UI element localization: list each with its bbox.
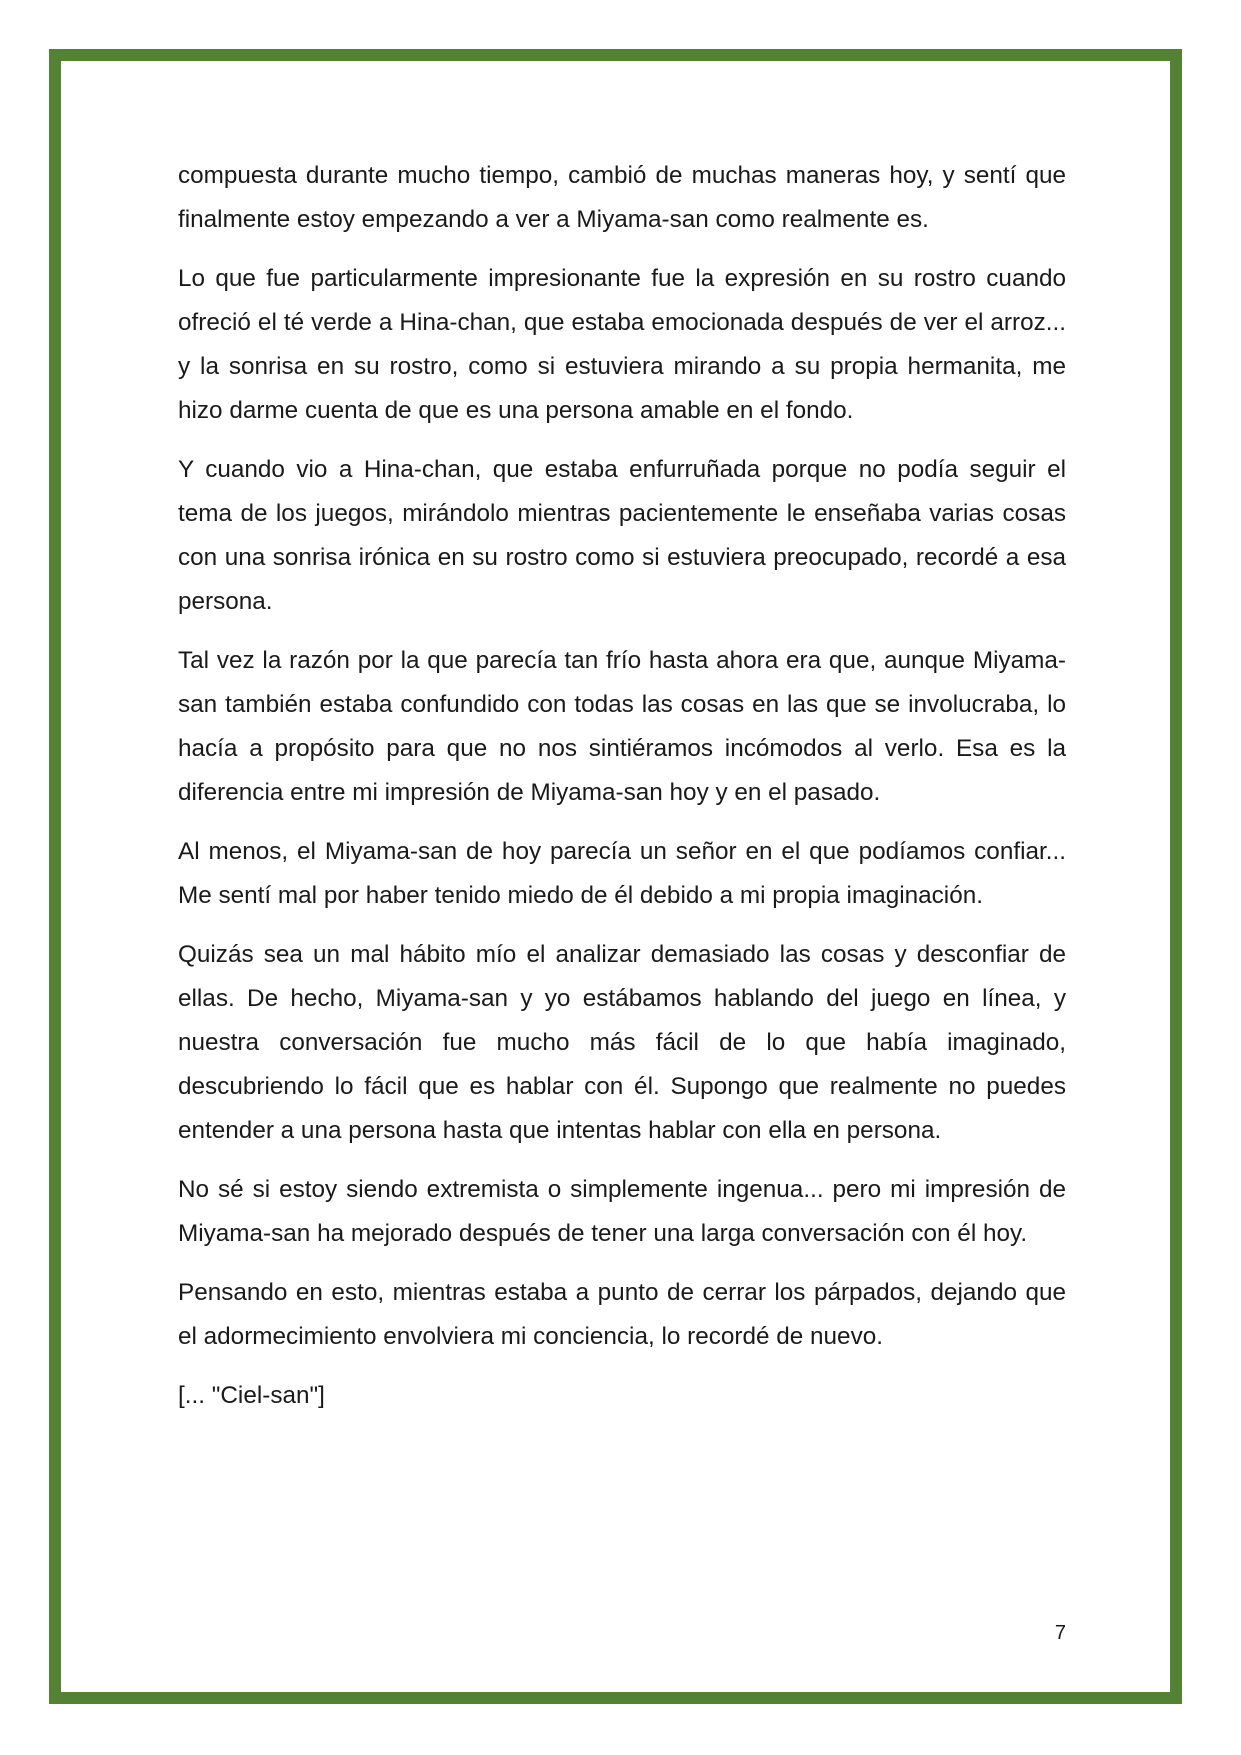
paragraph: Y cuando vio a Hina-chan, que estaba enfurruñada porque no podía seguir el tema de los juegos, mirándolo mientras pacientemente le enseñaba varias cosas con una sonrisa irónica en su rostro como si estuviera preocupado, recordé a esa persona.: [178, 456, 1066, 615]
body-text: [178, 154, 1066, 1433]
paragraph: [... "Ciel-san"]: [178, 1382, 325, 1409]
paragraph: Lo que fue particularmente impresionante fue la expresión en su rostro cuando ofreció el té verde a Hina-chan, que estaba emocionada después de ver el arroz... y la sonrisa en su rostro, como si estuviera mirando a su propia hermanita, me hizo darme cuenta de que es una persona amable en el fondo.: [178, 265, 1066, 424]
paragraph: compuesta durante mucho tiempo, cambió de muchas maneras hoy, y sentí que finalmente estoy empezando a ver a Miyama-san como realmente es.: [178, 162, 1066, 233]
paragraph: Al menos, el Miyama-san de hoy parecía un señor en el que podíamos confiar... Me sentí mal por haber tenido miedo de él debido a mi propia imaginación.: [178, 838, 1066, 909]
paragraph: Pensando en esto, mientras estaba a punto de cerrar los párpados, dejando que el adormecimiento envolviera mi conciencia, lo recordé de nuevo.: [178, 1279, 1066, 1350]
paragraph: Quizás sea un mal hábito mío el analizar demasiado las cosas y desconfiar de ellas. De hecho, Miyama-san y yo estábamos hablando del juego en línea, y nuestra conversación fue mucho más fácil de lo que había imaginado, descubriendo lo fácil que es hablar con él. Supongo que realmente no puedes entender a una persona hasta que intentas hablar con ella en persona.: [178, 941, 1066, 1144]
paragraph: Tal vez la razón por la que parecía tan frío hasta ahora era que, aunque Miyama-san también estaba confundido con todas las cosas en las que se involucraba, lo hacía a propósito para que no nos sintiéramos incómodos al verlo. Esa es la diferencia entre mi impresión de Miyama-san hoy y en el pasado.: [178, 647, 1066, 806]
page-number: 7: [1054, 1622, 1066, 1644]
paragraph: No sé si estoy siendo extremista o simplemente ingenua... pero mi impresión de Miyama-san ha mejorado después de tener una larga conversación con él hoy.: [178, 1176, 1066, 1247]
